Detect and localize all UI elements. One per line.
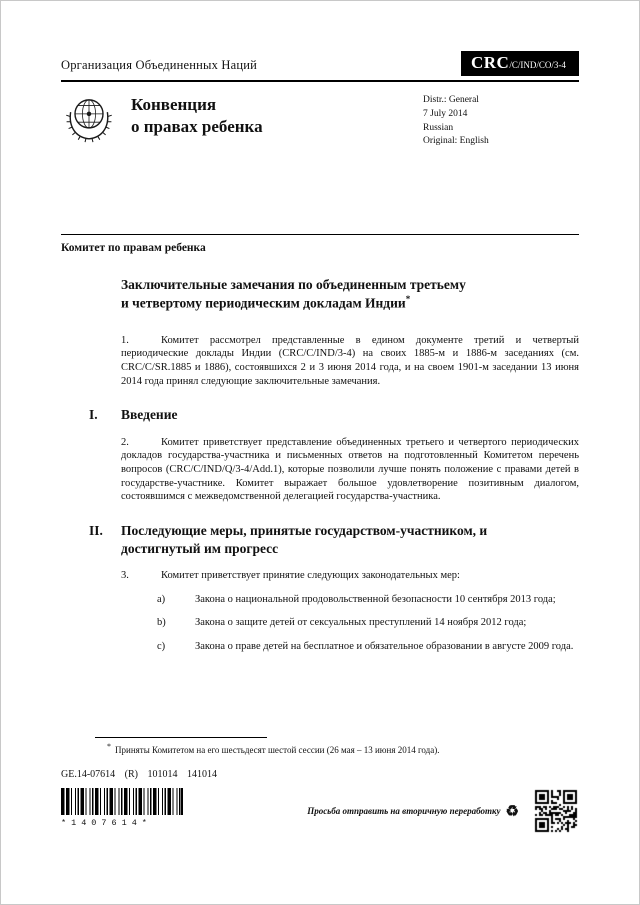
- footnote-marker: *: [107, 742, 111, 751]
- list-item-c-label: c): [157, 640, 166, 652]
- footer-bottom-row: [61, 788, 579, 834]
- footnote-text: Приняты Комитетом на его шестьдесят шестой сессии (26 мая – 13 июня 2014 года).: [115, 745, 440, 755]
- masthead-emblem-row: [61, 92, 579, 149]
- masthead-rule: [61, 80, 579, 82]
- paragraph-1-text: Комитет рассмотрел представленные в едином документе третий и четвертый периодические доклады Индии (CRC/C/IND/3-4) на своих 1885-м и 1886-м заседаниях (см. CRC/C/SR.1885 и 1886), состоявшихся 2 и 3 июня 2014 года, и на своем 1901-м заседании 13 июня 2014 года принял следующие заключительные замечания.: [121, 334, 579, 387]
- convention-title: [131, 92, 263, 149]
- un-emblem-icon: [61, 92, 117, 148]
- list-item-b-label: b): [157, 617, 166, 629]
- document-title: [121, 276, 469, 312]
- paragraph-3-number: 3.: [121, 570, 129, 582]
- section-2-body: [121, 569, 579, 583]
- masthead-top-row: [61, 51, 579, 76]
- list-item-b: [121, 616, 579, 630]
- date-line: 7 July 2014: [423, 108, 468, 119]
- section-1-numeral: I.: [89, 407, 98, 423]
- paragraph-1: [121, 334, 579, 389]
- original-language-line: Original: English: [423, 136, 489, 147]
- document-symbol-suffix: /C/IND/CO/3-4: [509, 60, 566, 70]
- recycle-text: Просьба отправить на вторичную переработку: [307, 806, 501, 816]
- paragraph-1-number: 1.: [121, 334, 129, 346]
- convention-title-line2: о правах ребенка: [131, 117, 263, 137]
- recycle-icon: ♻: [505, 803, 519, 820]
- list-item-a-text: Закона о национальной продовольственной безопасности 10 сентября 2013 года;: [195, 593, 556, 605]
- ge-number: GE.14-07614 (R) 101014 141014: [61, 769, 217, 780]
- distribution-block: [423, 92, 579, 149]
- section-2-numeral: II.: [89, 522, 103, 538]
- list-item-c: [121, 640, 579, 654]
- list-item-c-text: Закона о праве детей на бесплатное и обязательное образовании в августе 2009 года.: [195, 640, 574, 652]
- footnote: [107, 742, 579, 755]
- organization-name: Организация Объединенных Наций: [61, 58, 258, 72]
- barcode-block: [61, 788, 181, 828]
- document-body: [121, 276, 579, 388]
- committee-name: Комитет по правам ребенка: [61, 242, 206, 255]
- recycle-notice: [307, 802, 519, 821]
- section-1-title: Введение: [121, 407, 178, 423]
- section-1-body: [121, 436, 579, 504]
- paragraph-3-text: Комитет приветствует принятие следующих законодательных мер:: [161, 570, 460, 582]
- distr-line: Distr.: General: [423, 95, 479, 105]
- section-heading-2: [89, 522, 579, 557]
- committee-rule: [61, 234, 579, 235]
- convention-title-line1: Конвенция: [131, 95, 217, 114]
- document-title-text: Заключительные замечания по объединенным третьему и четвертому периодическим докладам Индии: [121, 277, 466, 311]
- list-item-a-label: a): [157, 593, 166, 605]
- paragraph-2-number: 2.: [121, 436, 129, 448]
- footnote-separator: [95, 737, 267, 738]
- title-footnote-marker: *: [405, 293, 411, 304]
- page-footer: [61, 737, 579, 834]
- section-heading-1: [89, 406, 579, 424]
- language-line: Russian: [423, 122, 454, 133]
- list-item-a: [121, 593, 579, 607]
- section-2-title: Последующие меры, принятые государством-участником, и достигнутый им прогресс: [121, 522, 488, 556]
- page-content: [1, 1, 639, 904]
- barcode-icon: [61, 788, 183, 815]
- list-item-b-text: Закона о защите детей от сексуальных преступлений 14 ноября 2012 года;: [195, 617, 527, 629]
- paragraph-2-text: Комитет приветствует представление объединенных третьего и четвертого периодических докладов государства-участника и письменных ответов на подготовленный Комитетом перечень вопросов (CRC/C/IND/Q/3-4/Add.1), которые позволили лучше понять положение с правами детей в государстве-участнике. Комитет выражает большое удовлетворение позитивным диалогом, состоявшимся с межведомственной делегацией государства-участника.: [121, 436, 579, 503]
- paragraph-3: [121, 569, 579, 583]
- document-symbol-main: CRC: [471, 53, 510, 72]
- paragraph-2: [121, 436, 579, 504]
- qr-code-icon: [533, 788, 579, 834]
- barcode-text: *1407614*: [61, 818, 152, 828]
- document-symbol-box: [461, 51, 579, 76]
